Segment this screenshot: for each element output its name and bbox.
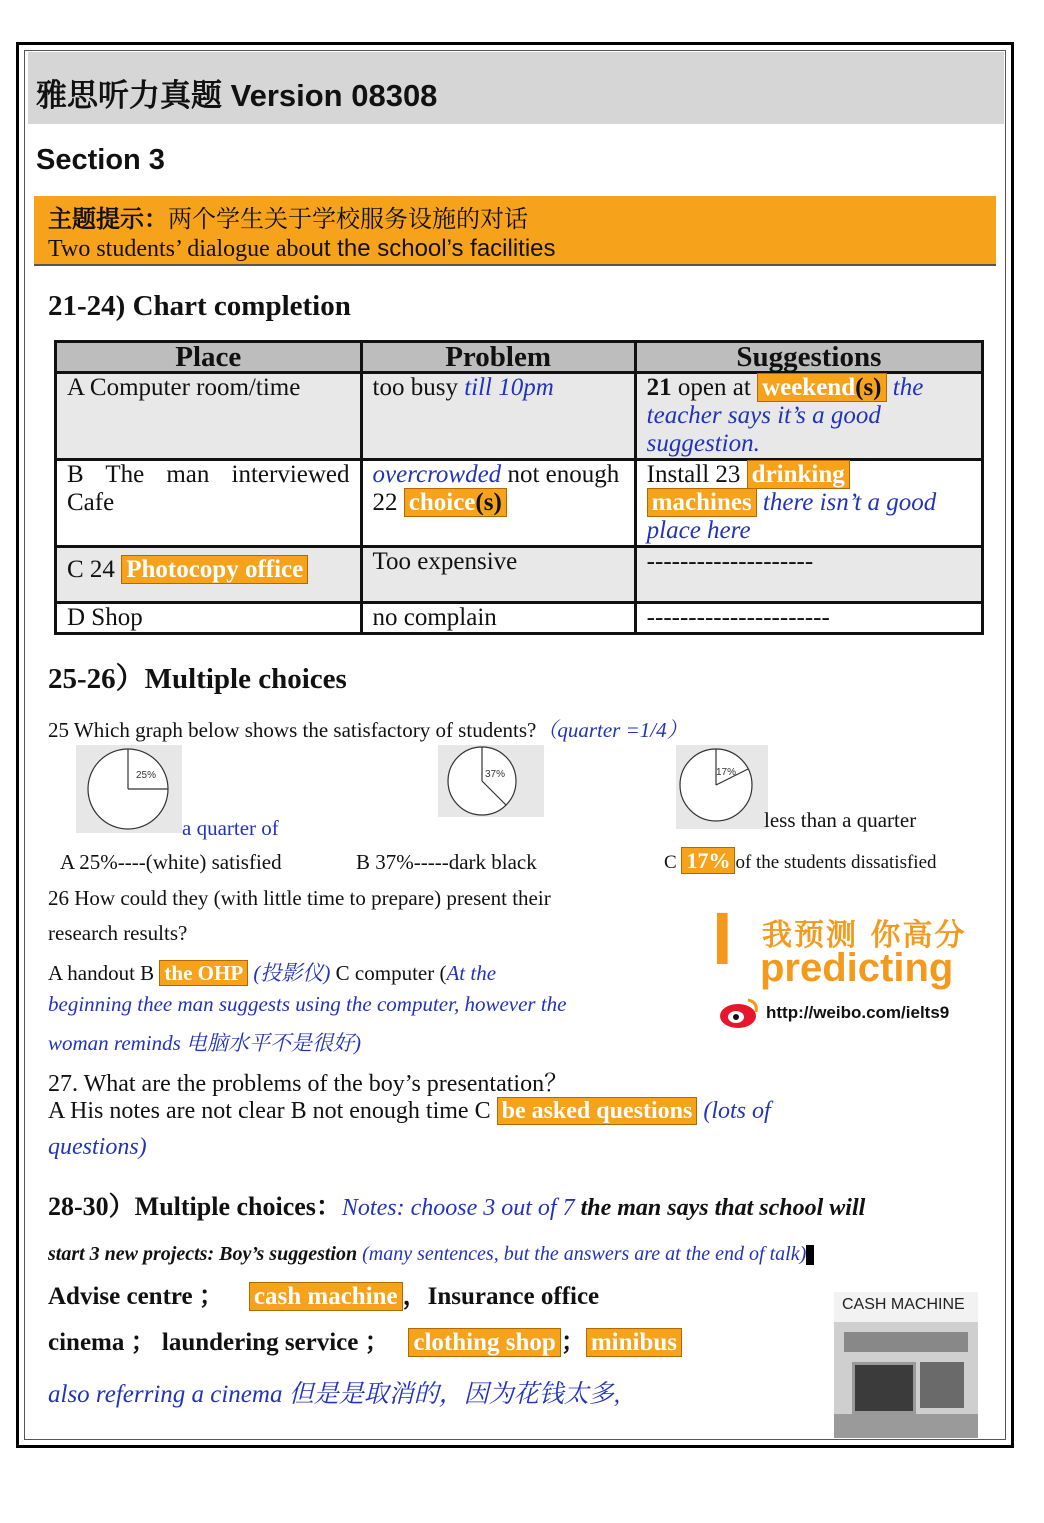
cell-problem (361, 603, 635, 634)
header-problem: Problem (361, 342, 635, 373)
notes-a: Notes: choose 3 out of 7 (341, 1195, 575, 1221)
answer-27: be asked questions (497, 1097, 698, 1125)
answer-text: weekend (762, 374, 856, 401)
option-c-letter: C (664, 852, 682, 873)
question-26-line1: 26 How could they (with little time to prepare) present their (48, 886, 551, 910)
answer-22 (404, 488, 507, 517)
pie-a-note: a quarter of (182, 816, 279, 840)
choice-line-2 (48, 1322, 682, 1358)
pie-c-note: less than a quarter (764, 808, 917, 832)
topic-en (48, 235, 556, 263)
logo-i: I (712, 897, 733, 980)
cash-sign: CASH MACHINE (842, 1296, 965, 1313)
question-26-options (48, 957, 496, 987)
q26-note-b: At the (446, 961, 497, 985)
table-row (56, 603, 983, 634)
logo-word: predicting (760, 946, 954, 990)
answer-clothing-shop: clothing shop (408, 1328, 560, 1357)
topic-cn-text: 两个学生关于学校服务设施的对话 (168, 205, 528, 233)
header-suggestions: Suggestions (635, 342, 982, 373)
question-25-text: 25 Which graph below shows the satisfactory of students? (48, 718, 537, 742)
cell-place (56, 460, 362, 547)
cell-place (56, 373, 362, 460)
atm-base (834, 1414, 978, 1438)
problem-text: not enough 22 (372, 461, 620, 516)
atm-screen (852, 1362, 916, 1414)
cell-place (56, 547, 362, 603)
answer-text: choice (408, 489, 476, 516)
problem-text: no complain (372, 604, 497, 631)
problem-text: Too expensive (372, 548, 518, 575)
cell-problem (361, 547, 635, 603)
suggestion-text: -------------------- (646, 548, 814, 575)
q27-note-a: (lots of (697, 1098, 771, 1124)
answer-25: 17% (681, 847, 735, 874)
answer-21 (757, 373, 886, 402)
header-place: Place (56, 342, 362, 373)
question-25 (48, 714, 688, 744)
answer-24: Photocopy office (121, 555, 308, 584)
table-row (56, 373, 983, 460)
place-text: B The man interviewed Cafe (67, 461, 350, 516)
notes-b: the man says that school will (574, 1195, 866, 1221)
topic-en-a: Two students’ dialogue abo (48, 236, 311, 262)
cell-place (56, 603, 362, 634)
chart-table (54, 340, 984, 635)
question-27-options (48, 1098, 771, 1125)
suggestion-text: Install 23 (646, 461, 747, 488)
q27-opts: A His notes are not clear B not enough time C (48, 1098, 497, 1124)
q26-note-a: (投影仪) (248, 961, 331, 985)
logo-url: http://weibo.com/ielts9 (766, 1003, 950, 1022)
answer-26: the OHP (159, 960, 248, 986)
choice-line-1 (48, 1276, 599, 1312)
suggestion-note: the teacher says it’s a good suggestion. (646, 374, 924, 457)
option-b: B 37%-----dark black (356, 850, 537, 874)
projects-line (48, 1243, 814, 1266)
cinema-note: also referring a cinema 但是是取消的，因为花钱太多, (48, 1381, 620, 1408)
question-26-note-line: beginning thee man suggests using the computer, however the (48, 992, 567, 1016)
topic-en-b: ut the school’s facilities (310, 235, 556, 262)
place-text: A Computer room/time (67, 374, 301, 401)
cell-suggestion (635, 603, 982, 634)
atm-keypad (920, 1362, 964, 1408)
topic-label: 主题提示： (48, 205, 168, 233)
answer-cash-machine: cash machine (249, 1282, 403, 1311)
question-25-note: （quarter =1/4） (536, 718, 688, 742)
table-row (56, 460, 983, 547)
atm-panel (844, 1332, 968, 1352)
question-26-line2: research results? (48, 921, 188, 945)
page-title: 雅思听力真题 Version 08308 (36, 78, 438, 113)
option-a: A 25%----(white) satisfied (60, 850, 282, 874)
answer-suffix: (s) (855, 374, 882, 401)
table-row (56, 547, 983, 603)
q26-opt-ab: A handout B (48, 961, 160, 985)
pie-chart-b (438, 745, 544, 817)
question-26-note-line2: woman reminds 电脑水平不是很好) (48, 1031, 362, 1055)
pie-chart-a (76, 745, 182, 833)
pie-c-label: 17% (716, 767, 737, 778)
problem-note: overcrowded (372, 461, 502, 488)
weibo-icon (718, 996, 762, 1030)
pie-chart-c (676, 745, 768, 829)
cell-problem (361, 373, 635, 460)
cell-problem (361, 460, 635, 547)
chart-heading: 21-24) Chart completion (48, 290, 351, 322)
q27-note-line: questions) (48, 1134, 147, 1160)
section-heading: Section 3 (36, 144, 165, 176)
projects-line-a: start 3 new projects: Boy’s suggestion (48, 1243, 358, 1265)
logo-cn: 我预测 你高分 (762, 918, 967, 953)
suggestion-text: ---------------------- (646, 604, 830, 631)
mc-heading-1: 25-26）Multiple choices (48, 663, 347, 695)
answer-suffix: (s) (475, 489, 502, 516)
problem-text: too busy (372, 374, 465, 401)
cell-suggestion (635, 460, 982, 547)
separator: ； (560, 1329, 586, 1356)
question-number: 21 (646, 374, 672, 401)
mc-heading-2 (48, 1186, 865, 1223)
problem-note: till 10pm (464, 374, 554, 401)
cell-suggestion (635, 547, 982, 603)
choice-insurance-office: ，Insurance office (402, 1283, 600, 1310)
cash-machine-image (834, 1292, 978, 1438)
choice-advise-centre: Advise centre ； (48, 1283, 224, 1310)
choice-cinema-laundering: cinema ； laundering service ； (48, 1329, 390, 1356)
answer-23-b: machines (647, 488, 757, 517)
topic-cn (48, 199, 528, 234)
answer-23-a: drinking (747, 460, 850, 489)
answer-minibus: minibus (586, 1328, 682, 1357)
question-27: 27. What are the problems of the boy’s presentation？ (48, 1071, 569, 1097)
projects-line-b: (many sentences, but the answers are at the end of talk) (357, 1243, 807, 1265)
suggestion-note: there isn’t a good place here (646, 489, 937, 544)
mc-heading-2-text: 28-30）Multiple choices： (48, 1192, 342, 1221)
pie-a-label: 25% (136, 770, 157, 781)
cell-suggestion (635, 373, 982, 460)
cursor-mark (806, 1245, 814, 1265)
place-text: D Shop (67, 604, 143, 631)
q26-opt-c: C computer ( (330, 961, 447, 985)
place-text: C 24 (67, 556, 122, 583)
pie-b-label: 37% (485, 769, 506, 780)
option-c-text: of the students dissatisfied (735, 852, 937, 873)
option-c (664, 848, 937, 874)
suggestion-text: open at (671, 374, 758, 401)
